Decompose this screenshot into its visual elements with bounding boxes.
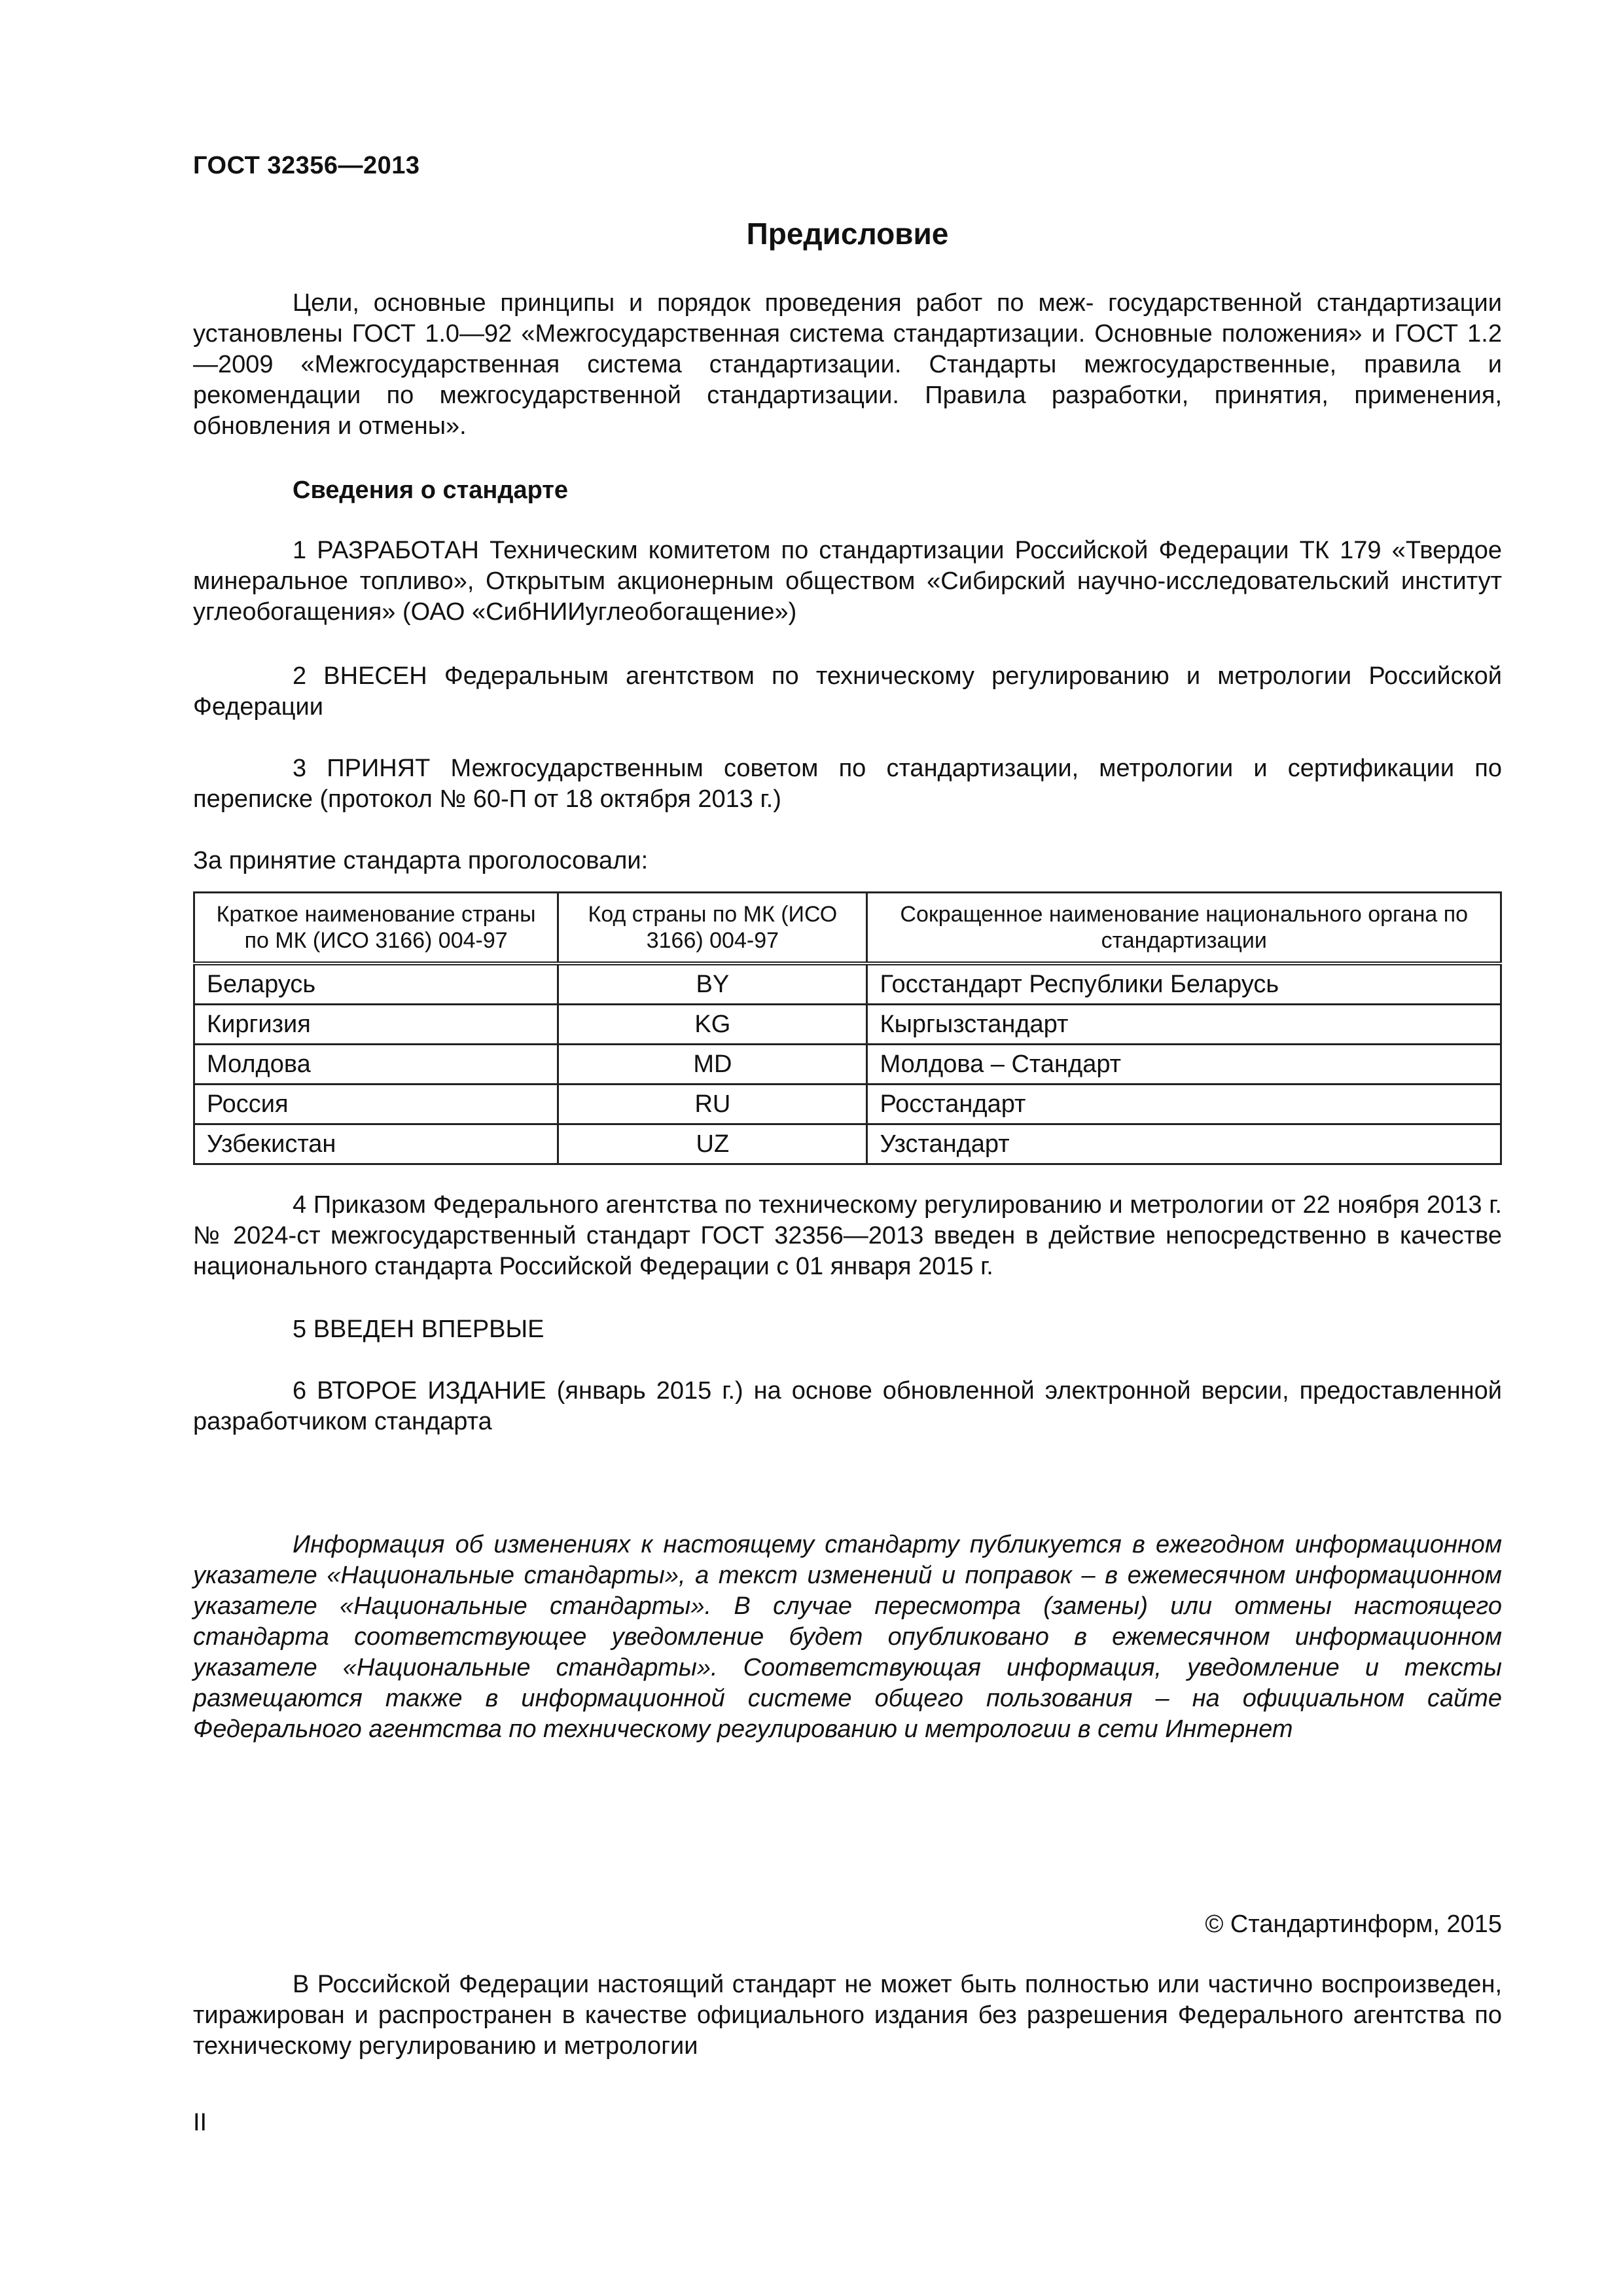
cell-authority: Кыргызстандарт xyxy=(867,1005,1501,1045)
item-adopted: 3 ПРИНЯТ Межгосударственным советом по стандартизации, метрологии и сертификации по переписке (протокол № 60-П от 18 октября 2013 г.) xyxy=(193,755,1502,813)
cell-country: Россия xyxy=(194,1085,558,1124)
column-header-authority: Сокращенное наименование национального органа по стандартизации xyxy=(867,893,1501,964)
cell-code: KG xyxy=(558,1005,867,1045)
vote-label: За принятие стандарта проголосовали: xyxy=(193,847,649,874)
cell-code: BY xyxy=(558,963,867,1005)
rights-notice: В Российской Федерации настоящий стандарт не может быть полностью или частично воспроизведен, тиражирован и распространен в качестве официального издания без разрешения Федерального агентства по техническому регулированию и метрологии xyxy=(193,1971,1502,2060)
cell-country: Киргизия xyxy=(194,1005,558,1045)
document-page xyxy=(193,0,1502,2296)
item-introduced: 5 ВВЕДЕН ВПЕРВЫЕ xyxy=(293,1316,544,1343)
table-row xyxy=(194,1045,1501,1085)
cell-authority: Узстандарт xyxy=(867,1124,1501,1164)
item-edition: 6 ВТОРОЕ ИЗДАНИЕ (январь 2015 г.) на основе обновленной электронной версии, предоставленной разработчиком стандарта xyxy=(193,1377,1502,1435)
cell-authority: Госстандарт Республики Беларусь xyxy=(867,963,1501,1005)
table-row xyxy=(194,1005,1501,1045)
cell-code: UZ xyxy=(558,1124,867,1164)
cell-code: MD xyxy=(558,1045,867,1085)
document-header: ГОСТ 32356—2013 xyxy=(193,152,420,179)
cell-country: Молдова xyxy=(194,1045,558,1085)
cell-authority: Росстандарт xyxy=(867,1085,1501,1124)
cell-country: Беларусь xyxy=(194,963,558,1005)
section-heading: Сведения о стандарте xyxy=(293,476,569,504)
copyright: © Стандартинформ, 2015 xyxy=(1205,1910,1502,1938)
preface-intro: Цели, основные принципы и порядок проведения работ по меж- государственной стандартизации установлены ГОСТ 1.0—92 «Межгосударственная система стандартизации. Основные положения» и ГОСТ 1.2—2009 «Межгосударственная система стандартизации. Стандарты межгосударственные, правила и рекомендации по межгосударственной стандартизации. Правила разработки, принятия, применения, обновления и отмены». xyxy=(193,289,1502,440)
page-title: Предисловие xyxy=(746,217,949,251)
item-order: 4 Приказом Федерального агентства по техническому регулированию и метрологии от 22 ноября 2013 г. № 2024-ст межгосударственный стандарт ГОСТ 32356—2013 введен в действие непосредственно в качестве национального стандарта Российской Федерации с 01 января 2015 г. xyxy=(193,1191,1502,1280)
column-header-code: Код страны по МК (ИСО 3166) 004-97 xyxy=(558,893,867,964)
page-number: II xyxy=(193,2109,207,2136)
table-row xyxy=(194,963,1501,1005)
voting-table xyxy=(193,891,1502,1165)
cell-code: RU xyxy=(558,1085,867,1124)
item-developed: 1 РАЗРАБОТАН Техническим комитетом по стандартизации Российской Федерации ТК 179 «Твердое минеральное топливо», Открытым акционерным обществом «Сибирский научно-исследовательский институт углеобогащения» (ОАО «СибНИИуглеобогащение») xyxy=(193,537,1502,626)
cell-country: Узбекистан xyxy=(194,1124,558,1164)
table-row xyxy=(194,1085,1501,1124)
table-row xyxy=(194,1124,1501,1164)
changes-info: Информация об изменениях к настоящему стандарту публикуется в ежегодном информационном указателе «Национальные стандарты», а текст изменений и поправок – в ежемесячном информационном указателе «Национальные стандарты». В случае пересмотра (замены) или отмены настоящего стандарта соответствующее уведомление будет опубликовано в ежемесячном информационном указателе «Национальные стандарты». Соответствующая информация, уведомление и тексты размещаются также в информационной системе общего пользования – на официальном сайте Федерального агентства по техническому регулированию и метрологии в сети Интернет xyxy=(193,1531,1502,1743)
table-header-row xyxy=(194,893,1501,964)
cell-authority: Молдова – Стандарт xyxy=(867,1045,1501,1085)
column-header-country: Краткое наименование страны по МК (ИСО 3166) 004-97 xyxy=(194,893,558,964)
item-submitted: 2 ВНЕСЕН Федеральным агентством по техническому регулированию и метрологии Российской Федерации xyxy=(193,662,1502,721)
